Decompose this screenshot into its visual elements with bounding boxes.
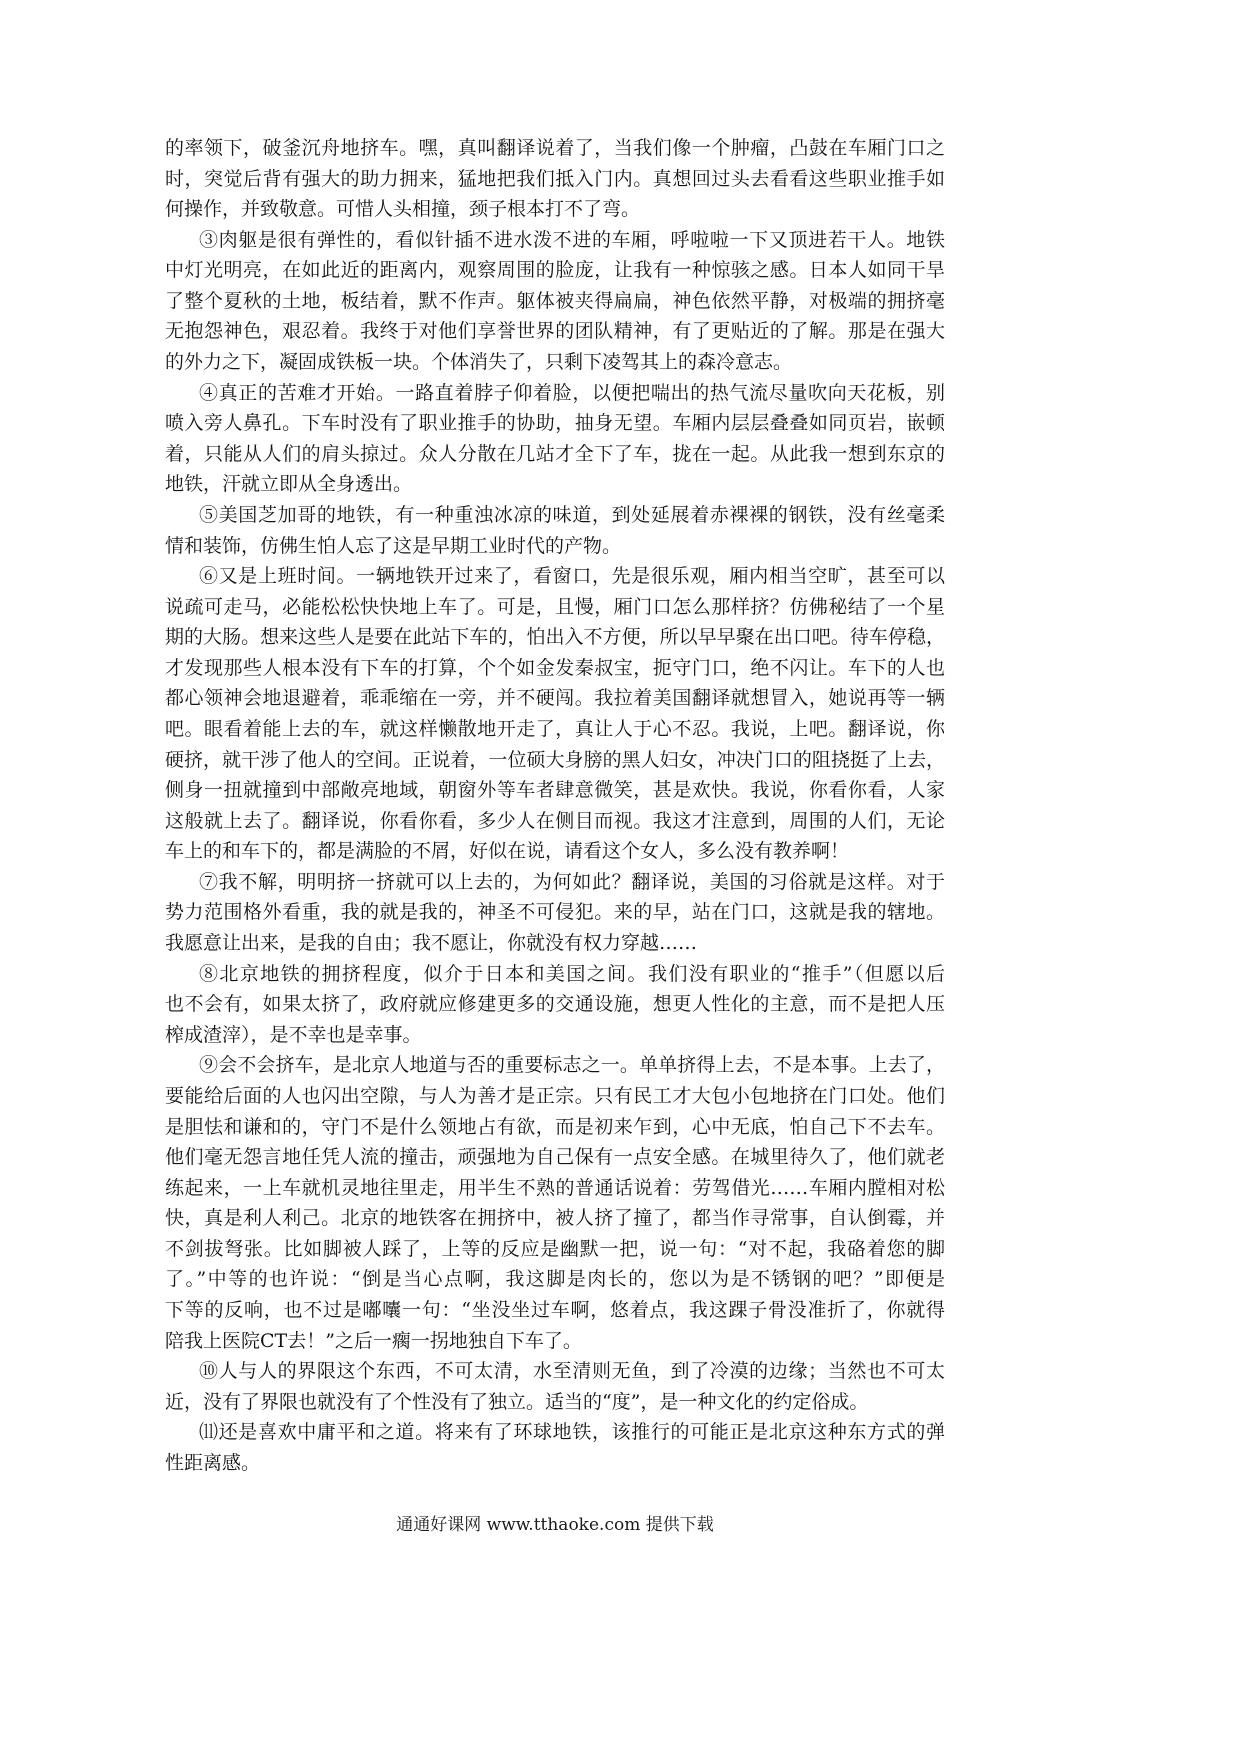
text-line: 近，没有了界限也就没有了个性没有了独立。适当的“度”，是一种文化的约定俗成。 — [165, 1390, 869, 1413]
text-line: 快，真是利人利己。北京的地铁客在拥挤中，被人挤了撞了，都当作寻常事，自认倒霉，并 — [165, 1207, 945, 1230]
text-line: ⑧北京地铁的拥挤程度，似介于日本和美国之间。我们没有职业的“推手”（但愿以后 — [199, 962, 945, 985]
text-line: ③肉躯是很有弹性的，看似针插不进水泼不进的车厢，呼啦啦一下又顶进若干人。地铁 — [199, 228, 945, 251]
text-line: ⑩人与人的界限这个东西，不可太清，水至清则无鱼，到了冷漠的边缘；当然也不可太 — [199, 1360, 945, 1383]
paragraph-10 — [165, 1356, 945, 1417]
text-line: 性距离感。 — [165, 1451, 261, 1474]
text-line: 才发现那些人根本没有下车的打算，个个如金发秦叔宝，扼守门口，绝不闪让。车下的人也 — [165, 656, 945, 679]
text-line: 他们毫无怨言地任凭人流的撞击，顽强地为自己保有一点安全感。在城里待久了，他们就老 — [165, 1146, 945, 1169]
paragraph-3 — [165, 225, 945, 378]
text-line: 中灯光明亮，在如此近的距离内，观察周围的脸庞，让我有一种惊骇之感。日本人如同干旱 — [165, 259, 945, 282]
text-line: 我愿意让出来，是我的自由；我不愿让，你就没有权力穿越…… — [165, 932, 698, 955]
text-line: 情和装饰，仿佛生怕人忘了这是早期工业时代的产物。 — [165, 534, 622, 557]
text-line: 硬挤，就干涉了他人的空间。正说着，一位硕大身膀的黑人妇女，冲决门口的阻挠挺了上去， — [165, 748, 945, 771]
text-line: 榨成渣滓），是不幸也是幸事。 — [165, 1023, 422, 1046]
text-line: 要能给后面的人也闪出空隙，与人为善才是正宗。只有民工才大包小包地挤在门口处。他们 — [165, 1084, 945, 1107]
paragraph-7 — [165, 867, 945, 959]
text-line: 吧。眼看着能上去的车，就这样懒散地开走了，真让人于心不忍。我说，上吧。翻译说，你 — [165, 717, 945, 740]
text-line: 了。”中等的也许说：“倒是当心点啊，我这脚是肉长的，您以为是不锈钢的吧？”即便是 — [165, 1268, 945, 1291]
text-line: 的外力之下，凝固成铁板一块。个体消失了，只剩下凌驾其上的森冷意志。 — [165, 351, 793, 374]
paragraph-6 — [165, 561, 945, 867]
text-line: 练起来，一上车就机灵地往里走，用半生不熟的普通话说着：劳驾借光……车厢内膛相对松 — [165, 1176, 945, 1199]
article-body — [165, 133, 945, 1478]
text-line: ⑦我不解，明明挤一挤就可以上去的，为何如此？翻译说，美国的习俗就是这样。对于 — [199, 870, 945, 893]
text-line: 这般就上去了。翻译说，你看你看，多少人在侧目而视。我这才注意到，周围的人们，无论 — [165, 809, 945, 832]
paragraph-11 — [165, 1417, 945, 1478]
text-line: 下等的反响，也不过是嘟囔一句：“坐没坐过车啊，悠着点，我这踝子骨没准折了，你就得 — [165, 1298, 945, 1321]
text-line: ⑥又是上班时间。一辆地铁开过来了，看窗口，先是很乐观，厢内相当空旷，甚至可以 — [199, 565, 945, 588]
paragraph-8 — [165, 959, 945, 1051]
text-line: 着，只能从人们的肩头掠过。众人分散在几站才全下了车，拢在一起。从此我一想到东京的 — [165, 442, 945, 465]
text-line: 地铁，汗就立即从全身透出。 — [165, 473, 413, 496]
paragraph-9 — [165, 1050, 945, 1356]
text-line: ⑤美国芝加哥的地铁，有一种重浊冰凉的味道，到处延展着赤裸裸的钢铁，没有丝毫柔 — [199, 503, 945, 526]
text-line: 喷入旁人鼻孔。下车时没有了职业推手的协助，抽身无望。车厢内层层叠叠如同页岩，嵌顿 — [165, 412, 945, 435]
text-line: 不剑拔弩张。比如脚被人踩了，上等的反应是幽默一把，说一句：“对不起，我硌着您的脚 — [165, 1237, 945, 1260]
paragraph-4 — [165, 378, 945, 500]
text-line: 都心领神会地退避着，乖乖缩在一旁，并不硬闯。我拉着美国翻译就想冒入，她说再等一辆 — [165, 687, 945, 710]
text-line: ⑨会不会挤车，是北京人地道与否的重要标志之一。单单挤得上去，不是本事。上去了， — [199, 1054, 945, 1077]
text-line: 车上的和车下的，都是满脸的不屑，好似在说，请看这个女人，多么没有教养啊！ — [165, 840, 850, 863]
text-line: 也不会有，如果太挤了，政府就应修建更多的交通设施，想更人性化的主意，而不是把人压 — [165, 993, 945, 1016]
paragraph-continuation — [165, 133, 945, 225]
text-line: 说疏可走马，必能松松快快地上车了。可是，且慢，厢门口怎么那样挤？仿佛秘结了一个星 — [165, 595, 945, 618]
text-line: 期的大肠。想来这些人是要在此站下车的，怕出入不方便，所以早早聚在出口吧。待车停稳， — [165, 626, 945, 649]
text-line: ④真正的苦难才开始。一路直着脖子仰着脸，以便把喘出的热气流尽量吹向天花板，别 — [199, 381, 945, 404]
text-line: 时，突觉后背有强大的助力拥来，猛地把我们抵入门内。真想回过头去看看这些职业推手如 — [165, 167, 945, 190]
text-line: 陪我上医院CT去！”之后一瘸一拐地独自下车了。 — [165, 1329, 582, 1352]
footer-watermark: 通通好课网 www.tthaoke.com 提供下载 — [396, 1515, 714, 1535]
text-line: ⑾还是喜欢中庸平和之道。将来有了环球地铁，该推行的可能正是北京这种东方式的弹 — [199, 1421, 945, 1444]
paragraph-5 — [165, 500, 945, 561]
text-line: 是胆怯和谦和的，守门不是什么领地占有欲，而是初来乍到，心中无底，怕自己下不去车。 — [165, 1115, 945, 1138]
text-line: 了整个夏秋的土地，板结着，默不作声。躯体被夹得扁扁，神色依然平静，对极端的拥挤毫 — [165, 289, 945, 312]
text-line: 无抱怨神色，艰忍着。我终于对他们享誉世界的团队精神，有了更贴近的了解。那是在强大 — [165, 320, 945, 343]
text-line: 势力范围格外看重，我的就是我的，神圣不可侵犯。来的早，站在门口，这就是我的辖地。 — [165, 901, 945, 924]
text-line: 的率领下，破釜沉舟地挤车。嘿，真叫翻译说着了，当我们像一个肿瘤，凸鼓在车厢门口之 — [165, 137, 945, 159]
text-line: 侧身一扭就撞到中部敞亮地域，朝窗外等车者肆意微笑，甚是欢快。我说，你看你看，人家 — [165, 779, 945, 802]
text-line: 何操作，并致敬意。可惜人头相撞，颈子根本打不了弯。 — [165, 198, 641, 221]
